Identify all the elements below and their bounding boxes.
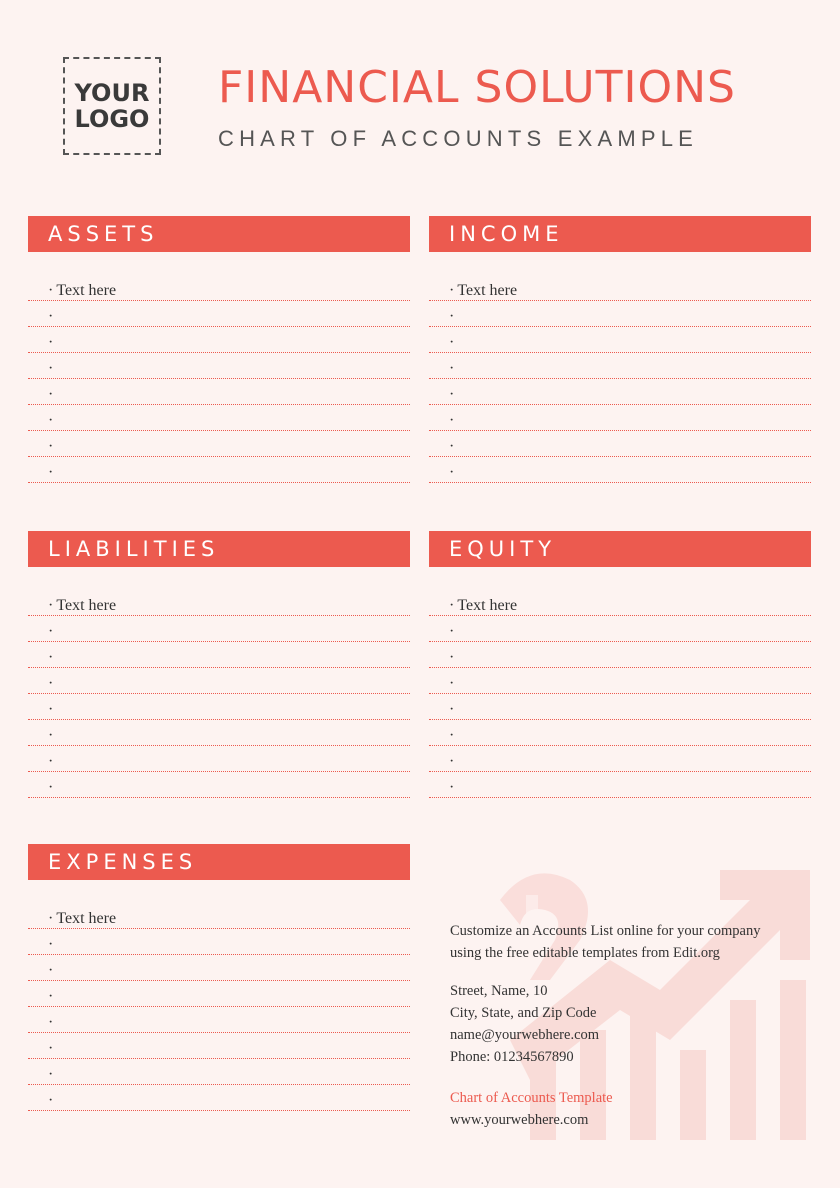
account-line[interactable] (429, 353, 811, 379)
bullet-dot: · (48, 360, 54, 377)
page-subtitle: CHART OF ACCOUNTS EXAMPLE (218, 126, 699, 151)
logo-placeholder (63, 57, 161, 155)
bullet-dot: · (48, 936, 54, 953)
account-line-first[interactable] (429, 275, 811, 301)
account-line-text: Text here (457, 597, 518, 614)
page-title: FINANCIAL SOLUTIONS (218, 62, 736, 113)
assets-header: ASSETS (28, 216, 410, 252)
bullet-dot: · (48, 675, 54, 692)
income-section (429, 216, 811, 483)
account-line[interactable] (429, 694, 811, 720)
bullet-dot: · (48, 649, 54, 666)
assets-section (28, 216, 410, 483)
account-line-first[interactable] (429, 590, 811, 616)
bullet-dot: · (48, 438, 54, 455)
account-line[interactable] (28, 1085, 410, 1111)
bullet-dot: · (48, 1066, 54, 1083)
bullet-dot: · (48, 962, 54, 979)
equity-section (429, 531, 811, 798)
account-line[interactable] (28, 955, 410, 981)
bullet-dot: · (449, 282, 455, 299)
account-line[interactable] (429, 405, 811, 431)
account-line[interactable] (28, 642, 410, 668)
template-label: Chart of Accounts Template (450, 1090, 613, 1106)
bullet-dot: · (449, 438, 455, 455)
phone-text: Phone: 01234567890 (450, 1049, 574, 1065)
bullet-dot: · (449, 464, 455, 481)
account-line[interactable] (28, 457, 410, 483)
bullet-dot: · (449, 360, 455, 377)
bullet-dot: · (48, 597, 54, 614)
bullet-dot: · (48, 282, 54, 299)
account-line[interactable] (429, 457, 811, 483)
expenses-lines (28, 903, 410, 1111)
bullet-dot: · (449, 623, 455, 640)
bullet-dot: · (48, 334, 54, 351)
account-line[interactable] (28, 720, 410, 746)
account-line[interactable] (429, 379, 811, 405)
account-line[interactable] (28, 981, 410, 1007)
liabilities-lines (28, 590, 410, 798)
account-line[interactable] (28, 616, 410, 642)
bullet-dot: · (48, 308, 54, 325)
description-line-1: Customize an Accounts List online for your company (450, 923, 761, 939)
expenses-header: EXPENSES (28, 844, 410, 880)
account-line[interactable] (28, 668, 410, 694)
account-line[interactable] (28, 1007, 410, 1033)
account-line[interactable] (429, 720, 811, 746)
bullet-dot: · (449, 779, 455, 796)
bullet-dot: · (449, 334, 455, 351)
bullet-dot: · (449, 701, 455, 718)
account-line-text: Text here (56, 910, 117, 927)
assets-lines (28, 275, 410, 483)
bullet-dot: · (449, 649, 455, 666)
account-line-first[interactable] (28, 275, 410, 301)
bullet-dot: · (449, 753, 455, 770)
account-line[interactable] (429, 668, 811, 694)
logo-text-line2: LOGO (74, 105, 150, 133)
account-line[interactable] (28, 1059, 410, 1085)
bullet-dot: · (449, 597, 455, 614)
bullet-dot: · (48, 779, 54, 796)
account-line[interactable] (28, 694, 410, 720)
bullet-dot: · (48, 386, 54, 403)
account-line[interactable] (429, 642, 811, 668)
bullet-dot: · (48, 1092, 54, 1109)
address-line-2: City, State, and Zip Code (450, 1005, 597, 1021)
bullet-dot: · (449, 727, 455, 744)
account-line-text: Text here (56, 597, 117, 614)
account-line[interactable] (28, 929, 410, 955)
equity-lines (429, 590, 811, 798)
account-line[interactable] (28, 772, 410, 798)
bullet-dot: · (48, 910, 54, 927)
account-line[interactable] (429, 772, 811, 798)
account-line[interactable] (28, 379, 410, 405)
bullet-dot: · (48, 623, 54, 640)
liabilities-section (28, 531, 410, 798)
account-line-first[interactable] (28, 903, 410, 929)
account-line[interactable] (429, 327, 811, 353)
account-line[interactable] (429, 616, 811, 642)
bullet-dot: · (48, 464, 54, 481)
bullet-dot: · (48, 701, 54, 718)
account-line[interactable] (28, 353, 410, 379)
description-line-2: using the free editable templates from Edit.org (450, 945, 720, 961)
income-lines (429, 275, 811, 483)
bullet-dot: · (449, 386, 455, 403)
expenses-section (28, 844, 410, 1111)
account-line-text: Text here (56, 282, 117, 299)
liabilities-header: LIABILITIES (28, 531, 410, 567)
income-header: INCOME (429, 216, 811, 252)
account-line[interactable] (28, 327, 410, 353)
website-text: www.yourwebhere.com (450, 1112, 589, 1128)
logo-text-line1: YOUR (74, 79, 150, 107)
account-line[interactable] (429, 746, 811, 772)
equity-header: EQUITY (429, 531, 811, 567)
account-line[interactable] (28, 431, 410, 457)
account-line[interactable] (28, 405, 410, 431)
bullet-dot: · (48, 727, 54, 744)
account-line[interactable] (429, 431, 811, 457)
bullet-dot: · (48, 412, 54, 429)
bullet-dot: · (449, 308, 455, 325)
account-line-text: Text here (457, 282, 518, 299)
address-line-1: Street, Name, 10 (450, 983, 548, 999)
bullet-dot: · (48, 1040, 54, 1057)
account-line-first[interactable] (28, 590, 410, 616)
account-line[interactable] (28, 301, 410, 327)
bullet-dot: · (48, 988, 54, 1005)
account-line[interactable] (429, 301, 811, 327)
account-line[interactable] (28, 1033, 410, 1059)
account-line[interactable] (28, 746, 410, 772)
bullet-dot: · (449, 412, 455, 429)
email-text: name@yourwebhere.com (450, 1027, 600, 1043)
bullet-dot: · (48, 753, 54, 770)
bullet-dot: · (449, 675, 455, 692)
bullet-dot: · (48, 1014, 54, 1031)
